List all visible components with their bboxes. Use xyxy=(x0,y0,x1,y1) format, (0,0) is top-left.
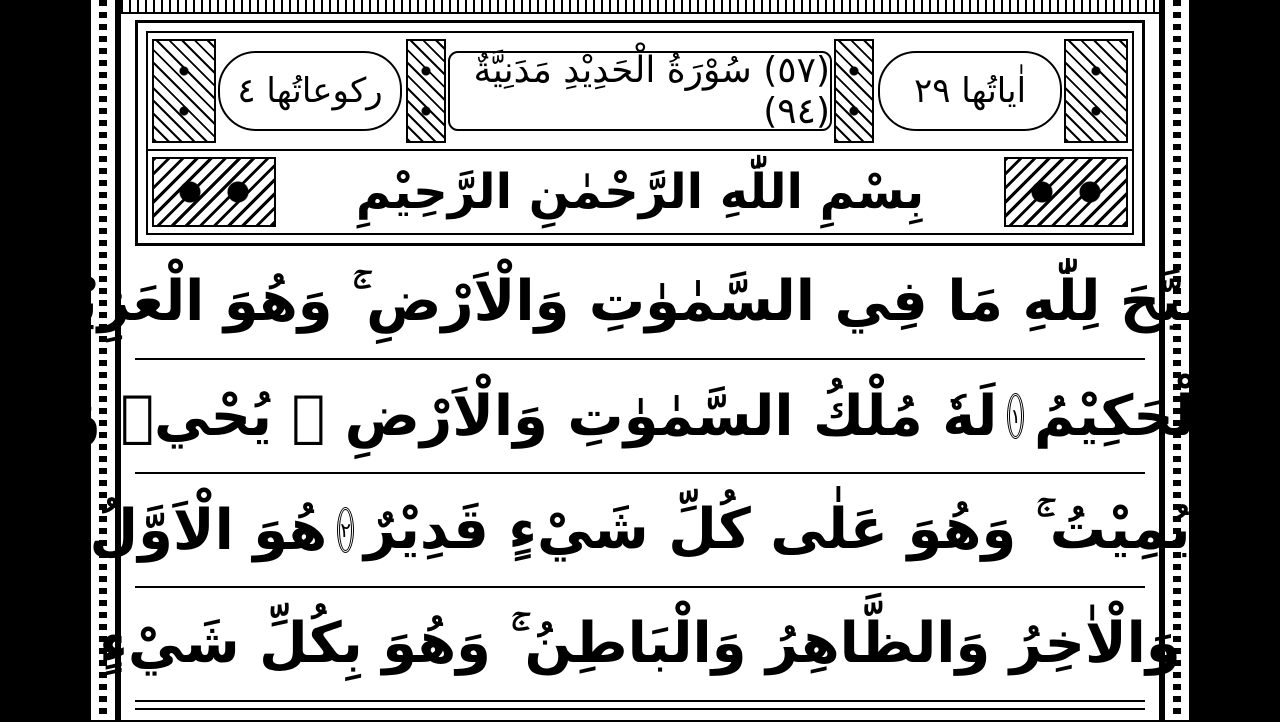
top-border-strip xyxy=(121,0,1159,14)
next-line-edge xyxy=(135,708,1145,722)
ayah-end-marker: ٢ xyxy=(337,507,354,553)
surah-title: (٥٧) سُوْرَةُ الْحَدِيْدِ مَدَنِيَّةٌ (٩٤) xyxy=(448,51,832,131)
header-title-row xyxy=(148,33,1132,151)
floral-ornament-icon xyxy=(152,157,276,227)
verse-line-2 xyxy=(66,360,1214,474)
verse-text: هُوَ الْاَوَّلُ xyxy=(89,497,328,563)
ayah-end-marker: ١ xyxy=(1007,393,1024,439)
ornament-icon xyxy=(1064,39,1128,143)
ornament-icon xyxy=(406,39,446,143)
floral-ornament-icon xyxy=(1004,157,1128,227)
ornament-icon xyxy=(834,39,874,143)
ayat-count-label: اٰياتُها ٢٩ xyxy=(878,51,1062,131)
ruku-count-label: رکوعاتُھا ٤ xyxy=(218,51,402,131)
verse-text: سَبَّحَ لِلّٰهِ مَا فِي السَّمٰوٰتِ وَالْاَرْضِ ۚ وَهُوَ الْعَزِيْزُ xyxy=(41,269,1239,334)
verse-text: الْحَكِيْمُ xyxy=(1033,383,1214,449)
bismillah-row xyxy=(148,151,1132,233)
verse-line-3 xyxy=(89,474,1191,588)
bismillah-text: بِسْمِ اللّٰهِ الرَّحْمٰنِ الرَّحِيْمِ xyxy=(355,164,925,220)
mushaf-page xyxy=(41,0,1239,720)
header-inner-frame xyxy=(146,31,1134,235)
surah-header xyxy=(135,20,1145,246)
verse-line-4 xyxy=(99,588,1181,702)
page-frame xyxy=(41,0,1239,720)
verse-line-1 xyxy=(41,246,1239,360)
verse-text: لَهٗ مُلْكُ السَّمٰوٰتِ وَالْاَرْضِ ۚ يُحْيٖ وَ xyxy=(66,383,998,449)
ornament-icon xyxy=(152,39,216,143)
verse-text: وَالْاٰخِرُ وَالظَّاهِرُ وَالْبَاطِنُ ۚ وَهُوَ بِكُلِّ شَيْءٍ xyxy=(99,611,1181,676)
verse-text: يُمِيْتُ ۚ وَهُوَ عَلٰى كُلِّ شَيْءٍ قَدِيْرٌ xyxy=(363,497,1191,562)
